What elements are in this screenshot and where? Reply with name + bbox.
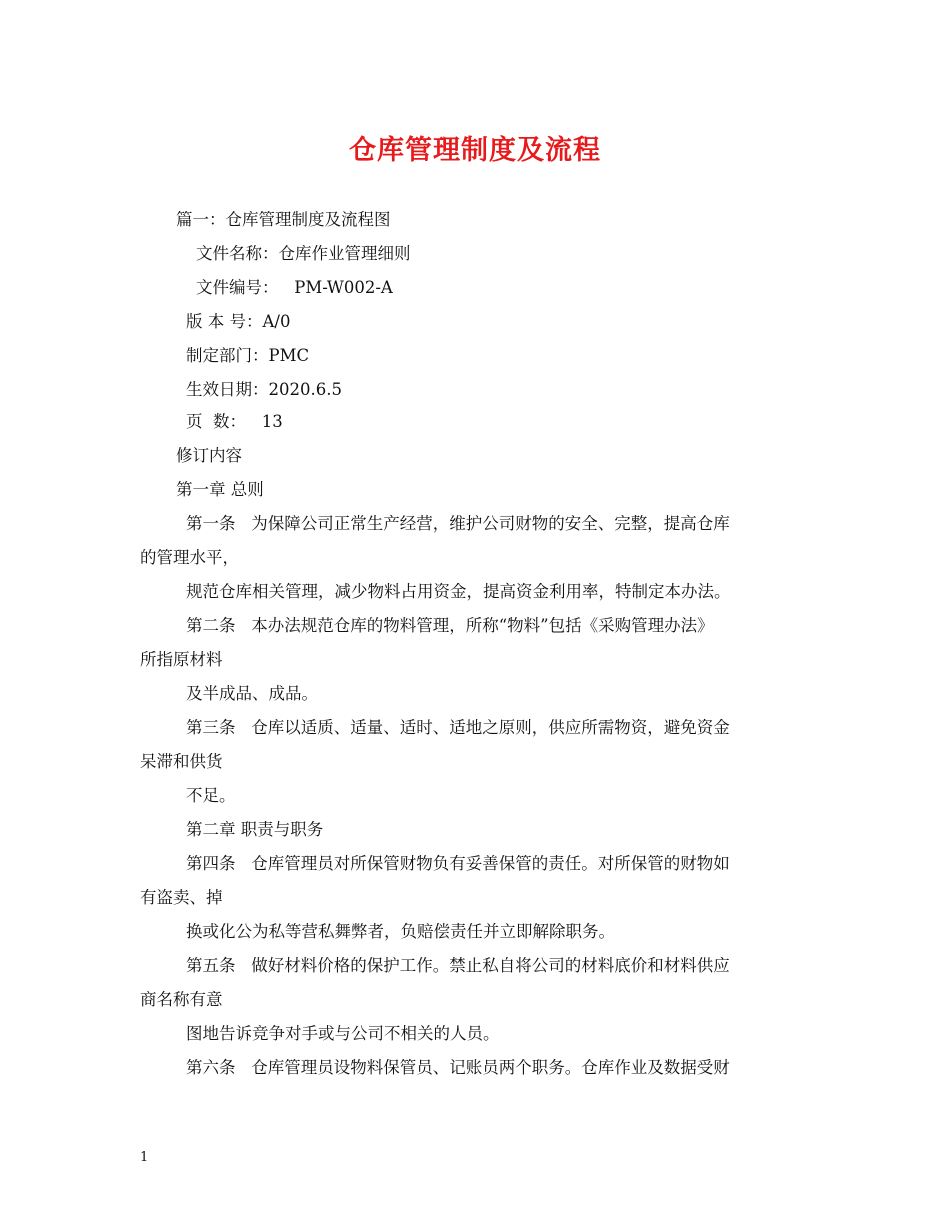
text-line: 文件名称：仓库作业管理细则 xyxy=(196,244,411,263)
text-line: 第一章 总则 xyxy=(176,480,264,499)
text-line: 第五条 做好材料价格的保护工作。禁止私自将公司的材料底价和材料供应 xyxy=(186,956,730,975)
text-line: 呆滞和供货 xyxy=(140,752,223,771)
text-line: 换或化公为私等营私舞弊者，负赔偿责任并立即解除职务。 xyxy=(186,922,615,941)
text-line: 制定部门：PMC xyxy=(186,346,310,365)
text-line: 第二章 职责与职务 xyxy=(186,820,324,839)
text-line: 第二条 本办法规范仓库的物料管理，所称“物料”包括《采购管理办法》 xyxy=(186,616,714,635)
text-line: 页 数： 13 xyxy=(186,412,283,431)
text-line: 有盗卖、掉 xyxy=(140,888,223,907)
text-line: 规范仓库相关管理，减少物料占用资金，提高资金利用率，特制定本办法。 xyxy=(186,582,731,601)
text-line: 第一条 为保障公司正常生产经营，维护公司财物的安全、完整，提高仓库 xyxy=(186,514,730,533)
text-line: 的管理水平， xyxy=(140,548,239,567)
text-line: 修订内容 xyxy=(176,446,242,465)
page-number: 1 xyxy=(140,1150,149,1165)
text-line: 版 本 号：A/0 xyxy=(186,312,291,331)
text-line: 文件编号： PM-W002-A xyxy=(196,278,393,297)
text-line: 第三条 仓库以适质、适量、适时、适地之原则，供应所需物资，避免资金 xyxy=(186,718,730,737)
text-line: 第四条 仓库管理员对所保管财物负有妥善保管的责任。对所保管的财物如 xyxy=(186,854,730,873)
text-line: 所指原材料 xyxy=(140,650,223,669)
text-line: 生效日期：2020.6.5 xyxy=(186,380,342,399)
text-line: 及半成品、成品。 xyxy=(186,684,318,703)
text-line: 篇一：仓库管理制度及流程图 xyxy=(176,210,391,229)
text-line: 不足。 xyxy=(186,786,236,805)
text-line: 图地告诉竞争对手或与公司不相关的人员。 xyxy=(186,1024,500,1043)
text-line: 商名称有意 xyxy=(140,990,223,1009)
document-title: 仓库管理制度及流程 xyxy=(349,135,601,166)
text-line: 第六条 仓库管理员设物料保管员、记账员两个职务。仓库作业及数据受财 xyxy=(186,1058,730,1077)
